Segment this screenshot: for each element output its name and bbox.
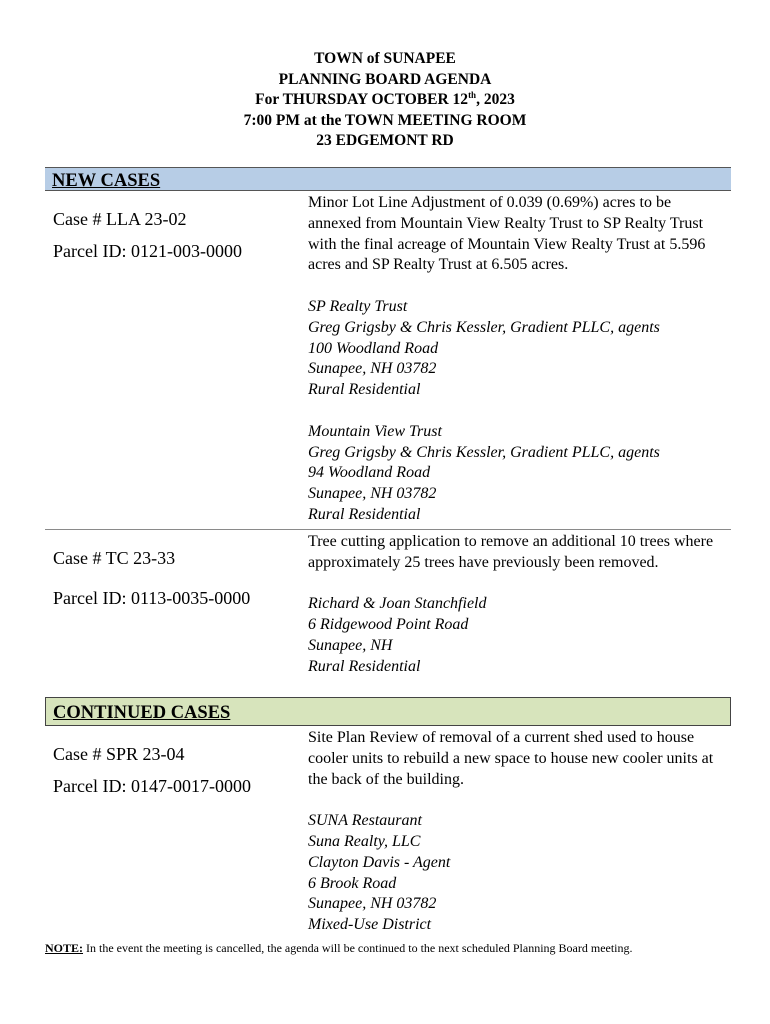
continued-cases-heading: CONTINUED CASES — [45, 697, 731, 726]
agenda-header — [0, 49, 770, 152]
applicant-zone: Mixed-Use District — [308, 916, 432, 934]
meeting-date-year: , 2023 — [476, 91, 515, 108]
case-2-ids — [53, 548, 298, 609]
applicant-street: 94 Woodland Road — [308, 464, 431, 482]
applicant-name: SP Realty Trust — [308, 297, 408, 315]
cancellation-note — [45, 938, 735, 958]
applicant-zone: Rural Residential — [308, 657, 421, 675]
case-1-description: Minor Lot Line Adjustment of 0.039 (0.69%) acres to be annexed from Mountain View Realty Trust to SP Realty Trust with the final acreage of Mountain View Realty Trust at 5.596 acres and SP Realty Trust at 6.505 acres. — [308, 194, 706, 274]
applicant-agent: Clayton Davis - Agent — [308, 853, 451, 871]
case-3-description: Site Plan Review of removal of a current shed used to house cooler units to rebuild a new space to house new cooler units at the back of the building. — [308, 729, 714, 788]
note-text: In the event the meeting is cancelled, the agenda will be continued to the next scheduled Planning Board meeting. — [83, 941, 633, 955]
note-label: NOTE: — [45, 941, 84, 955]
case-divider — [45, 529, 731, 530]
meeting-address: 23 EDGEMONT RD — [316, 132, 454, 149]
case-1-number: Case # LLA 23-02 — [53, 209, 187, 229]
applicant-name: Mountain View Trust — [308, 422, 442, 440]
applicant-street: 100 Woodland Road — [308, 339, 439, 357]
applicant-street: 6 Ridgewood Point Road — [308, 616, 469, 634]
case-3-number: Case # SPR 23-04 — [53, 744, 185, 764]
applicant-city: Sunapee, NH 03782 — [308, 485, 437, 503]
case-3-applicant — [308, 811, 728, 936]
applicant-city: Sunapee, NH 03782 — [308, 895, 437, 913]
case-2-description: Tree cutting application to remove an additional 10 trees where approximately 25 trees have previously been removed. — [308, 533, 714, 571]
applicant-agents: Greg Grigsby & Chris Kessler, Gradient PLLC, agents — [308, 318, 660, 336]
case-1-applicant-1 — [308, 297, 728, 401]
applicant-agents: Greg Grigsby & Chris Kessler, Gradient PLLC, agents — [308, 443, 660, 461]
case-2-number: Case # TC 23-33 — [53, 548, 176, 568]
board-title: PLANNING BOARD AGENDA — [278, 70, 492, 88]
meeting-time-place: 7:00 PM at the TOWN MEETING ROOM — [243, 111, 527, 129]
town-title: TOWN of SUNAPEE — [314, 50, 456, 67]
applicant-street: 6 Brook Road — [308, 874, 397, 892]
case-1-parcel: Parcel ID: 0121-003-0000 — [53, 241, 242, 261]
applicant-company: Suna Realty, LLC — [308, 832, 421, 850]
case-1-ids — [53, 209, 298, 262]
case-2-parcel: Parcel ID: 0113-0035-0000 — [53, 588, 251, 608]
case-1-applicant-2 — [308, 422, 728, 526]
applicant-name: Richard & Joan Stanchfield — [308, 595, 487, 613]
case-2-applicant — [308, 594, 728, 677]
applicant-zone: Rural Residential — [308, 381, 421, 399]
applicant-city: Sunapee, NH — [308, 636, 393, 654]
case-2-details — [308, 532, 728, 678]
meeting-date-text: For THURSDAY OCTOBER 12 — [255, 91, 469, 108]
case-3-details — [308, 728, 728, 936]
new-cases-heading: NEW CASES — [45, 167, 731, 191]
applicant-name: SUNA Restaurant — [308, 812, 422, 830]
case-1-details — [308, 193, 728, 526]
applicant-city: Sunapee, NH 03782 — [308, 360, 437, 378]
applicant-zone: Rural Residential — [308, 505, 421, 523]
meeting-date — [0, 90, 770, 111]
meeting-date-suffix: th — [468, 90, 477, 100]
case-3-parcel: Parcel ID: 0147-0017-0000 — [53, 776, 251, 796]
case-3-ids — [53, 744, 298, 797]
